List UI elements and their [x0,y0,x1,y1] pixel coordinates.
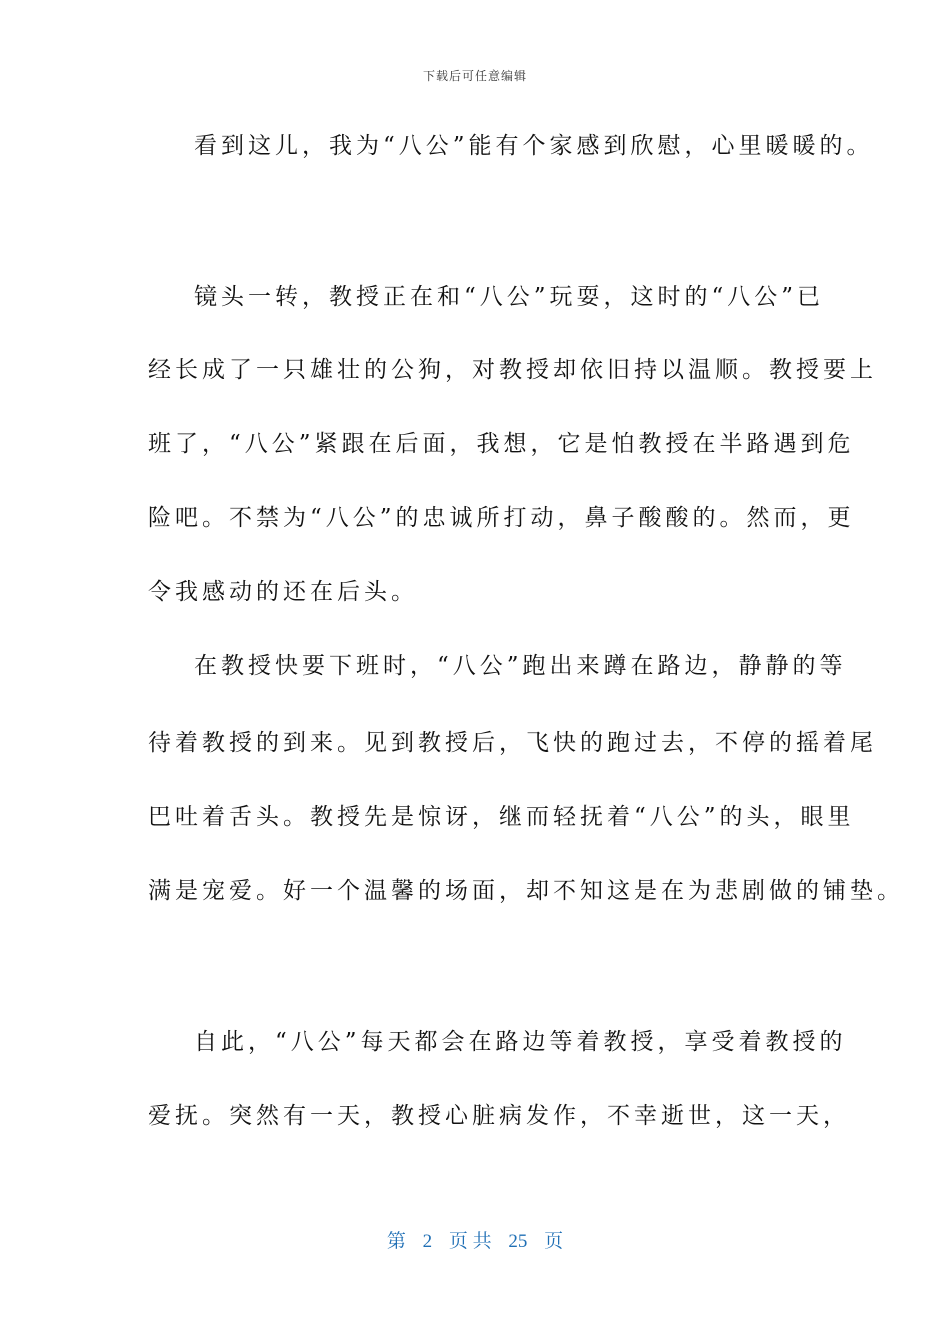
footer-suffix: 页 [544,1231,564,1252]
page-footer [0,1226,950,1253]
paragraph-line: 镜头一转，教授正在和“八公”玩耍，这时的“八公”已 [194,284,825,310]
paragraph-line: 巴吐着舌头。教授先是惊讶，继而轻抚着“八公”的头，眼里 [148,804,855,830]
paragraph-line: 令我感动的还在后头。 [148,579,418,605]
paragraph-line: 看到这儿，我为“八公”能有个家感到欣慰，心里暖暖的。 [194,133,874,159]
paragraph-line: 满是宠爱。好一个温馨的场面，却不知这是在为悲剧做的铺垫。 [148,878,904,904]
paragraph-line: 自此，“八公”每天都会在路边等着教授，享受着教授的 [194,1029,847,1055]
footer-middle: 页 共 [448,1231,492,1252]
footer-total-pages: 25 [508,1231,528,1252]
paragraph-line: 班了，“八公”紧跟在后面，我想，它是怕教授在半路遇到危 [148,431,855,457]
header-note: 下载后可任意编辑 [422,69,527,83]
paragraph-line: 险吧。不禁为“八公”的忠诚所打动，鼻子酸酸的。然而，更 [148,505,855,531]
paragraph-line: 经长成了一只雄壮的公狗，对教授却依旧持以温顺。教授要上 [148,357,877,383]
paragraph-line: 在教授快要下班时，“八公”跑出来蹲在路边，静静的等 [194,653,847,679]
footer-prefix: 第 [386,1231,406,1252]
paragraph-line: 待着教授的到来。见到教授后，飞快的跑过去，不停的摇着尾 [148,730,877,756]
paragraph-line: 爱抚。突然有一天，教授心脏病发作，不幸逝世，这一天， [148,1103,850,1129]
footer-page-number: 2 [422,1231,433,1252]
